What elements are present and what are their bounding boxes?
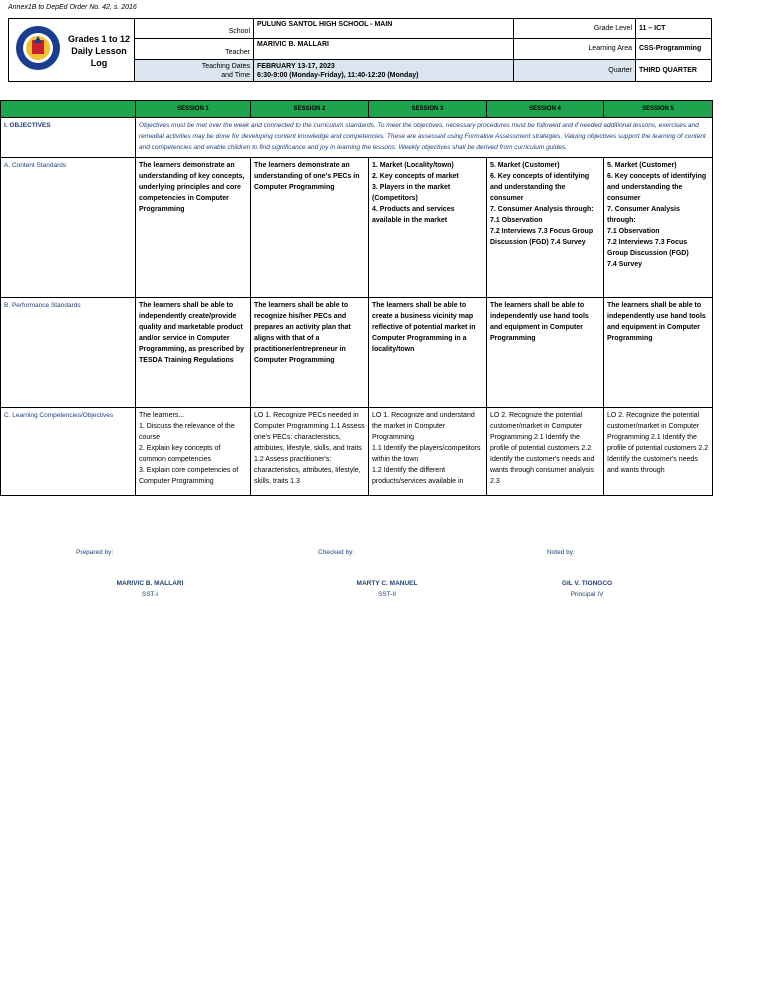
school-row — [135, 19, 711, 39]
performance-standard-session-5: The learners shall be able to independently use hand tools and equipment in Computer Programming — [604, 298, 713, 408]
deped-seal-icon — [15, 25, 61, 71]
noted-by-label: Noted by: — [547, 549, 575, 556]
lesson-log-table — [0, 100, 713, 496]
content-standard-session-4: 5. Market (Customer) 6. Key concepts of identifying and understanding the consumer 7. Consumer Analysis through: 7.1 Observation 7.2 Interviews 7.3 Focus Group Discussion (FGD) 7.4 Survey — [487, 158, 604, 298]
school-value: PULUNG SANTOL HIGH SCHOOL - MAIN — [253, 19, 513, 38]
content-standard-session-5: 5. Market (Customer) 6. Key concepts of identifying and understanding the consumer 7. Consumer Analysis through: 7.1 Observation 7.2 Interviews 7.3 Focus Group Discussion (FGD) 7.4 Survey — [604, 158, 713, 298]
dates-label-line-2: and Time — [221, 72, 250, 79]
session-header-row — [1, 101, 713, 118]
content-standard-session-3: 1. Market (Locality/town) 2. Key concepts of market 3. Players in the market (Competitors) 4. Products and services available in the market — [369, 158, 487, 298]
performance-standards-row — [1, 298, 713, 408]
grade-value: 11 – ICT — [635, 19, 711, 38]
dates-line-1: FEBRUARY 13-17, 2023 — [257, 63, 335, 70]
annex-reference: Annex1B to DepEd Order No. 42, s. 2016 — [8, 4, 137, 11]
dates-label-line-1: Teaching Dates — [201, 63, 250, 70]
lesson-log-header — [8, 18, 712, 82]
noted-by-name: GIL V. TIONGCO — [561, 580, 613, 587]
area-value: CSS-Programming — [635, 39, 711, 59]
brand-title — [65, 33, 133, 69]
competency-session-3: LO 1. Recognize and understand the market in Computer Programming 1.1 Identify the players/competitors within the town 1.2 Identify the different products/services available in — [369, 408, 487, 496]
objectives-label: I. OBJECTIVES — [1, 118, 136, 158]
content-standard-session-2: The learners demonstrate an understanding of one's PECs in Computer Programming — [251, 158, 369, 298]
performance-standards-label: B. Performance Standards — [1, 298, 136, 408]
performance-standard-session-2: The learners shall be able to recognize his/her PECs and prepares an activity plan that aligns with that of a practitioner/entrepreneur in Computer Programming — [251, 298, 369, 408]
performance-standard-session-1: The learners shall be able to independently create/provide quality and marketable product and/or service in Computer Programming, as prescribed by TESDA Training Regulations — [136, 298, 251, 408]
teacher-label: Teacher — [225, 49, 250, 56]
competencies-row — [1, 408, 713, 496]
objectives-note: Objectives must be met over the week and connected to the curriculum standards. To meet the objectives, necessary procedures must be followed and if needed additional lessons, exercises and remedial activities may be done for developing content knowledge and competencies. These are assessed using Formative Assessment strategies. Valuing objectives support the learning of content and competencies and enable children to find significance and joy in learning the lessons. Weekly objectives shall be derived from curriculum guides. — [136, 118, 713, 158]
checked-by-label: Checked by: — [318, 549, 355, 556]
quarter-value: THIRD QUARTER — [635, 60, 711, 81]
prepared-by-position: SST-I — [141, 591, 159, 598]
prepared-by-label: Prepared by: — [76, 549, 114, 556]
session-4-header: SESSION 4 — [487, 101, 604, 118]
brand-line-2: Daily Lesson Log — [71, 46, 127, 68]
dates-value — [253, 60, 513, 81]
checked-by-position: SST-II — [377, 591, 397, 598]
session-3-header: SESSION 3 — [369, 101, 487, 118]
performance-standard-session-4: The learners shall be able to independently use hand tools and equipment in Computer Programming — [487, 298, 604, 408]
session-header-blank — [1, 101, 136, 118]
dates-row — [135, 60, 711, 81]
noted-by-position: Principal IV — [570, 591, 604, 598]
objectives-row — [1, 118, 713, 158]
dates-line-2: 6:30-9:00 (Monday-Friday), 11:40-12:20 (Monday) — [257, 72, 419, 79]
performance-standard-session-3: The learners shall be able to create a business vicinity map reflective of potential market in Computer Programming in a locality/town — [369, 298, 487, 408]
teacher-row — [135, 39, 711, 60]
content-standard-session-1: The learners demonstrate an understanding of key concepts, underlying principles and core competencies in Computer Programming — [136, 158, 251, 298]
teacher-value: MARIVIC B. MALLARI — [253, 39, 513, 59]
content-standards-label: A. Content Standards — [1, 158, 136, 298]
session-2-header: SESSION 2 — [251, 101, 369, 118]
brand-cell — [9, 19, 135, 81]
session-1-header: SESSION 1 — [136, 101, 251, 118]
brand-line-1: Grades 1 to 12 — [67, 34, 131, 44]
school-label: School — [228, 28, 250, 35]
competency-session-2: LO 1. Recognize PECs needed in Computer Programming 1.1 Assess one's PECs: characteristics, attributes, lifestyle, skills, and traits 1.2 Assess practitioner's: characteristics, attributes, lifestyle, skills, traits 1.3 — [251, 408, 369, 496]
prepared-by-name: MARIVIC B. MALLARI — [116, 580, 184, 587]
checked-by-name: MARTY C. MANUEL — [356, 580, 418, 587]
dates-label — [135, 60, 253, 81]
competency-session-4: LO 2. Recognize the potential customer/market in Computer Programming 2.1 Identify the profile of potential customers 2.2 Identify the customer's needs and wants through consumer analysis 2.3 — [487, 408, 604, 496]
competency-session-5: LO 2. Recognize the potential customer/market in Computer Programming 2.1 Identify the profile of potential customers 2.2 Identify the customer's needs and wants through — [604, 408, 713, 496]
content-standards-row — [1, 158, 713, 298]
competency-session-1: The learners... 1. Discuss the relevance of the course 2. Explain key concepts of common competencies 3. Explain core competencies of Computer Programming — [136, 408, 251, 496]
area-label: Learning Area — [513, 39, 635, 59]
session-5-header: SESSION 5 — [604, 101, 713, 118]
quarter-label: Quarter — [513, 60, 635, 81]
grade-label: Grade Level — [513, 19, 635, 38]
competencies-label: C. Learning Competencies/Objectives — [1, 408, 136, 496]
